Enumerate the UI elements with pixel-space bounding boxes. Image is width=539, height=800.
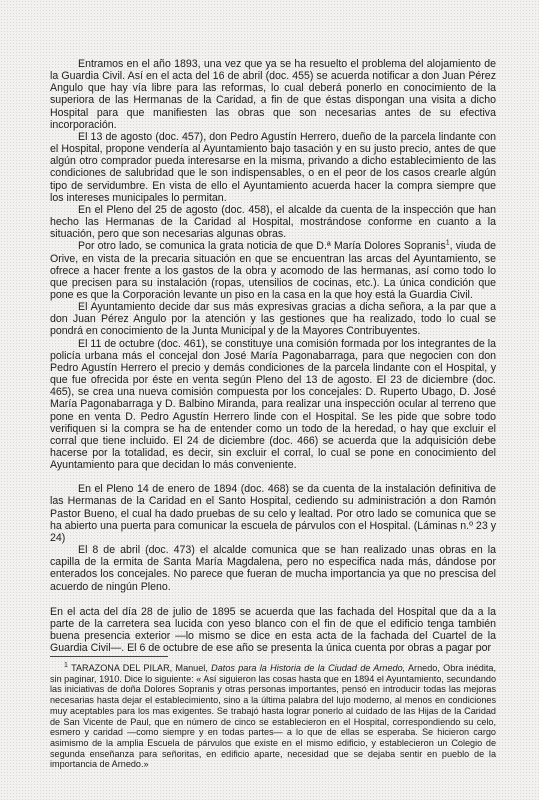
footnote (50, 663, 496, 770)
paragraph: El Ayuntamiento decide dar sus más expresivas gracias a dicha señora, a la par que a don Juan Pérez Angulo por la atención y las gestiones que ha realizado, todo lo cual se pondrá en conocimiento de la Junta Municipal y de la Mayores Contribuyentes. (50, 301, 496, 338)
body-text (50, 58, 496, 654)
footnote-title: Datos para la Historia de la Ciudad de Arnedo, (211, 663, 406, 673)
footnote-marker: 1 (64, 661, 68, 669)
paragraph: En el acta del día 28 de julio de 1895 se acuerda que las fachada del Hospital que da a la parte de la carretera sea lucida con yeso blanco con el fin de que el edificio tenga también buena presencia exterior —lo mismo se dice en esta acta de la fachada del Cuartel de la Guardia Civil—. El 6 de octubre de ese año se presenta la única cuenta por obras a pagar por (50, 605, 496, 655)
paragraph (50, 240, 496, 301)
paragraph: Entramos en el año 1893, una vez que ya se ha resuelto el problema del alojamiento de la Guardia Civil. Así en el acta del 16 de abril (doc. 455) se acuerda notificar a don Juan Pérez Angulo que hay vía libre para las reformas, lo cual deberá ponerlo en conocimiento de la superiora de las Hermanas de la Caridad, a fin de que éstas dispongan una visita a dicho Hospital para que manifiesten las obras que son necesarias antes de su efectiva incorporación. (50, 58, 496, 131)
paragraph-text: Por otro lado, se comunica la grata noticia de que D.ª María Dolores Sopranis (78, 240, 446, 253)
paragraph: El 13 de agosto (doc. 457), don Pedro Agustín Herrero, dueño de la parcela lindante con el Hospital, propone vendería al Ayuntamiento bajo tasación y en su justo precio, antes de que algún otro comprador pueda interesarse en la misma, privando a dicho establecimiento de las condiciones de salubridad que le son indispensables, o en el peor de los casos crearle algún tipo de servidumbre. En vista de ello el Ayuntamiento acuerda hacer la compra siempre que los intereses municipales lo permitan. (50, 130, 496, 204)
footnote-text: Arnedo, Obra inédita, sin paginar, 1910. Dice lo siguiente: « Así siguieron las cosas hasta que en 1894 el Ayuntamiento, secundando las iniciativas de doña Dolores Sopranis y otras personas importantes, pensó en introducir todas las mejoras necesarias hasta dejar el establecimiento, sino a la última palabra del lujo moderno, al menos en condiciones muy aceptables para los mas exigentes. Se trabajó hasta lograr ponerlo al cuidado de las Hijas de la Caridad de San Vicente de Paul, que en número de cinco se establecieron en el Hospital, correspondiendo su celo, esmero y caridad —como siempre y en todas partes— a lo que de ellas se esperaba. Se hicieron cargo asimismo de la amplia Escuela de párvulos que existe en el mismo edificio, y establecieron un Colegio de segunda enseñanza para señoritas, en edificio aparte, necesidad que se dejaba sentir en pueblo de la importancia de Arnedo.» (50, 663, 496, 770)
paragraph: En el Pleno 14 de enero de 1894 (doc. 468) se da cuenta de la instalación definitiva de las Hermanas de la Caridad en el Santo Hospital, cediendo su administración a don Ramón Pastor Bueno, el cual ha dado pruebas de su celo y lealtad. Por otro lado se comunica que se ha abierto una puerta para comunicar la escuela de párvulos con el Hospital. (Láminas n.º 23 y 24) (50, 483, 496, 544)
footnote-separator (50, 656, 168, 657)
footnotes (50, 663, 496, 770)
paragraph: El 11 de octubre (doc. 461), se constituye una comisión formada por los integrantes de la policía urbana más el concejal don José María Pagonabarraga, para que negocien con don Pedro Agustín Herrero el precio y demás condiciones de la parcela lindante con el Hospital, y que fue ofrecida por éste en venta según Pleno del 13 de agosto. El 23 de diciembre (doc. 465), se crea una nueva comisión compuesta por los concejales: D. Ruperto Ubago, D. José María Pagonabarraga y D. Balbino Miranda, para realizar una inspección ocular al terreno que pone en venta D. Pedro Agustín Herrero linde con el Hospital. Se les pide que sobre todo verifiquen si la compra se ha de entender como un todo de la heredad, o hay que excluir el corral que tiene incluido. El 24 de diciembre (doc. 466) se acuerda que la adquisición debe hacerse por la totalidad, es decir, sin excluir el corral, lo cual se pone en conocimiento del Ayuntamiento para que decidan lo más conveniente. (50, 337, 496, 472)
paragraph: El 8 de abril (doc. 473) el alcalde comunica que se han realizado unas obras en la capilla de la ermita de Santa María Magdalena, pero no especifica nada más, dándose por enterados los concejales. No parece que fueran de mucha importancia ya que no prescisa del acuerdo de ningún Pleno. (50, 544, 496, 593)
paragraph: En el Pleno del 25 de agosto (doc. 458), el alcalde da cuenta de la inspección que han hecho las Hermanas de la Caridad al Hospital, mostrándose conforme en cuanto a la situación, pero que son necesarias algunas obras. (50, 203, 496, 241)
paragraph-text: , viuda de Orive, en vista de la precaria situación en que se encuentran las arcas del Ayuntamiento, se ofrece a hacer frente a los gastos de la obra y acomodo de las hermanas, así como todo lo que precisen para su instalación (ropas, utensilios de cocinas, etc.). La única condición que pone es que la Corporación levante un piso en la casa en la que hoy está la Guardia Civil. (50, 240, 496, 301)
footnote-reference[interactable]: 1 (445, 239, 450, 247)
footnote-author: TARAZONA DEL PILAR, Manuel, (71, 663, 208, 673)
